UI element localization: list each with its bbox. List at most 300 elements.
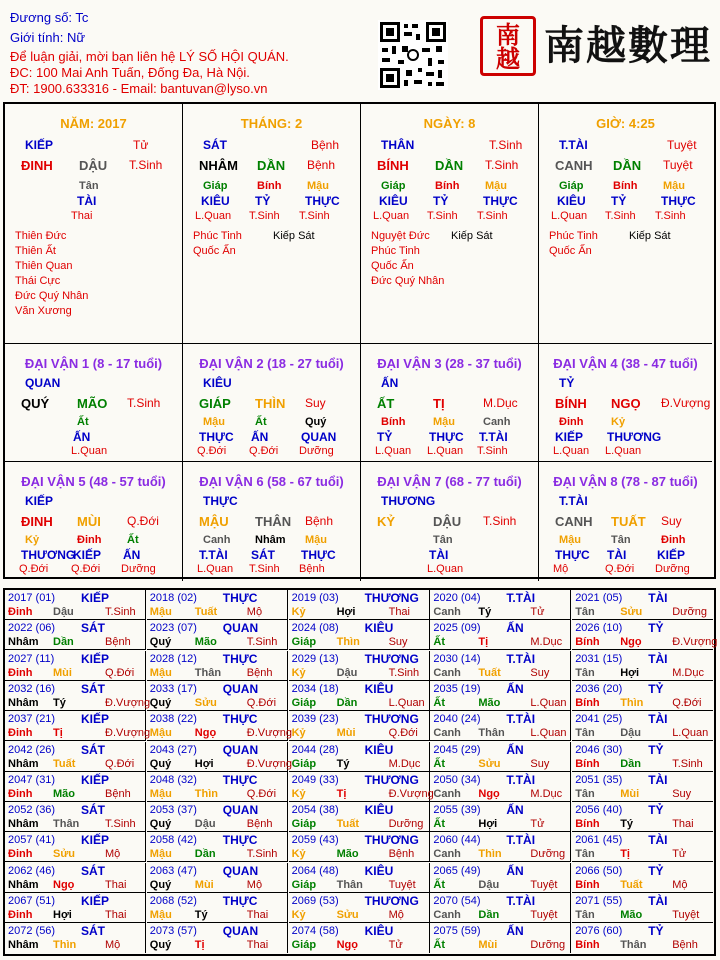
year-god: TÀI [648,712,668,727]
year-cell [430,711,571,741]
year-cell [572,802,713,832]
year-chi: Thìn [336,636,360,649]
year-can: Giáp [291,939,317,952]
luck-hidden-stage: L.Quan [427,563,464,575]
year-label: 2048 (32) [149,773,197,786]
luck-hidden-stage: T.Sinh [249,563,280,575]
year-chi: Tý [336,757,350,770]
year-stage: Q.Đới [246,696,277,709]
year-can: Đinh [8,909,33,921]
luck-cell [539,344,712,462]
year-label: 2026 (10) [575,622,623,635]
year-chi: Dần [194,848,216,861]
year-stage: Mộ [246,878,263,891]
year-can: Nhâm [8,939,39,952]
year-label: 2075 (59) [433,925,481,938]
pillar-stage-top: Tuyệt [667,138,697,152]
year-stage: Tuyệt [530,909,558,921]
year-label: 2061 (45) [575,834,623,847]
year-can: Quý [149,696,172,709]
luck-hidden-god: KIẾP [657,548,686,562]
year-label: 2076 (60) [575,925,623,938]
year-chi: Tuất [336,818,359,831]
luck-hidden-stage: Q.Đới [71,563,101,575]
year-cell [5,923,146,953]
year-stage: Tử [388,939,403,952]
year-chi: Hợi [53,909,72,921]
hidden-can: Bính [613,180,638,192]
year-god: THƯƠNG [364,591,419,605]
year-cell [5,832,146,862]
gioi-tinh-value: Nữ [66,30,86,45]
year-cell [5,711,151,741]
luck-hidden-can: Đinh [661,534,686,546]
year-chi: Ngọ [336,939,358,952]
duong-so-value: Tc [75,10,89,25]
hidden-god: KIÊU [379,194,408,208]
year-stage: L.Quan [530,696,567,709]
year-cell [430,590,571,620]
year-can: Giáp [291,757,317,770]
pillar-stage: T.Sinh [485,158,519,172]
luck-hidden-god: ẤN [251,430,269,444]
year-cell [572,772,713,802]
luck-hidden-god: KIẾP [73,548,102,562]
gioi-tinh-line [10,30,85,45]
year-chi: Dậu [194,818,216,831]
luck-god-star: ẤN [381,376,399,390]
year-label: 2023 (07) [149,622,197,635]
luck-hidden-stage: Q.Đới [605,563,635,575]
year-label: 2058 (42) [149,834,197,847]
year-chi: Dần [478,909,500,921]
luck-hidden-stage: Dưỡng [299,445,334,457]
shensha-star: Thiên Quan [15,260,73,272]
year-can: Nhâm [8,818,39,831]
year-cell [572,590,713,620]
year-cell [572,620,718,650]
year-cell [147,590,288,620]
year-chi: Ngọ [194,727,217,740]
year-cell [5,893,146,923]
year-god: KIẾP [81,772,110,787]
year-chi: Tuất [194,606,218,618]
shensha-star-2: Kiếp Sát [629,230,671,242]
year-god: THƯƠNG [364,833,419,848]
year-god: QUAN [222,742,259,757]
year-can: Quý [149,939,172,952]
year-chi: Tị [194,939,205,952]
year-cell [147,681,288,711]
year-label: 2051 (35) [575,773,623,786]
contact-line-1: Để luận giải, mời bạn liên hệ LÝ SỐ HỘI QUÁN. [10,49,289,64]
year-god: THỰC [222,894,258,908]
shensha-star: Quốc Ấn [371,260,414,272]
luck-stage: Suy [661,514,682,528]
year-label: 2030 (14) [433,652,481,665]
hidden-can: Giáp [559,180,584,192]
hidden-can: Mậu [663,180,685,192]
year-god: TÀI [648,894,668,908]
year-cell [572,742,713,772]
pillar-cell [539,104,712,344]
luck-hidden-stage: L.Quan [71,445,108,457]
hidden-god: TÀI [77,194,97,208]
pillar-title: THÁNG: 2 [240,116,303,131]
year-can: Tân [575,666,595,679]
year-label: 2039 (23) [291,713,339,726]
luck-chi: DẬU [433,514,462,529]
year-cell [289,620,430,650]
year-stage: L.Quan [530,727,567,740]
year-can: Nhâm [8,757,39,770]
year-label: 2066 (50) [575,864,623,877]
shensha-star: Nguyệt Đức [371,230,430,242]
pillar-stage-top: T.Sinh [489,138,523,152]
luck-hidden-stage: L.Quan [427,445,464,457]
hidden-god: TỶ [611,194,627,208]
year-god: KIẾP [81,894,110,908]
year-label: 2035 (19) [433,682,481,695]
luck-hidden-can: Ất [77,416,89,428]
year-stage: M.Dục [530,636,563,649]
pillar-cell [361,104,539,344]
pillar-god-star: THÂN [381,138,415,152]
luck-hidden-can: Đinh [77,534,102,546]
luck-stage: T.Sinh [483,514,517,528]
luck-cell [361,344,539,462]
luck-hidden-can: Canh [483,416,511,428]
year-stage: Bệnh [388,848,415,861]
luck-god-star: THỰC [203,494,238,508]
year-can: Tân [575,787,595,800]
year-label: 2062 (46) [8,864,56,877]
shensha-star-2: Kiếp Sát [273,230,315,242]
year-god: SÁT [81,681,105,696]
year-god: SÁT [81,803,105,818]
luck-hidden-stage: Dưỡng [655,563,690,575]
year-cell [430,923,571,953]
shensha-star: Thái Cực [15,275,61,287]
year-can: Kỷ [291,606,306,618]
year-stage: Mộ [105,848,121,861]
luck-hidden-god: T.TÀI [479,430,508,444]
luck-hidden-god: THƯƠNG [21,548,76,562]
luck-god-star: KIẾP [25,494,54,508]
year-stage: Dưỡng [530,939,566,952]
year-cell [147,772,288,802]
year-god: TỶ [648,681,664,696]
luck-title: ĐẠI VẬN 8 (78 - 87 tuổi) [553,474,698,489]
year-cell [289,802,430,832]
luck-cell [183,344,361,462]
year-god: TỶ [648,742,664,757]
year-cell [147,832,288,862]
year-cell [5,742,146,772]
year-god: KIÊU [364,924,394,939]
year-label: 2018 (02) [149,592,197,604]
year-cell [147,620,288,650]
year-stage: Mộ [388,909,404,921]
year-stage: Đ.Vượng [388,787,434,800]
year-can: Đinh [8,727,33,740]
luck-stage: Suy [305,396,326,410]
pillar-stage-top: Bệnh [311,138,340,152]
year-can: Bính [575,939,600,952]
year-stage: T.Sinh [105,818,136,831]
luck-hidden-god: THỰC [301,548,336,562]
year-god: KIẾP [81,833,110,848]
luck-chi: THÌN [255,396,286,411]
year-can: Đinh [8,787,33,800]
year-stage: Suy [388,636,408,649]
year-can: Canh [433,848,461,861]
year-chi: Mùi [194,878,214,891]
year-chi: Mùi [478,939,498,952]
year-cell [430,802,571,832]
year-label: 2059 (43) [291,834,339,847]
luck-title: ĐẠI VẬN 3 (28 - 37 tuổi) [377,356,522,371]
luck-hidden-god: T.TÀI [199,548,228,562]
year-god: SÁT [81,621,105,636]
year-cell [572,893,713,923]
luck-title: ĐẠI VẬN 4 (38 - 47 tuổi) [553,356,698,371]
luck-god-star: T.TÀI [559,494,588,508]
contact-line-3[interactable]: ĐT: 1900.633316 - Email: bantuvan@lyso.vn [10,81,268,96]
hidden-god: KIÊU [201,194,230,208]
pillar-cell [5,104,183,344]
year-can: Kỷ [291,848,306,861]
year-god: THƯƠNG [364,651,419,666]
shensha-star: Văn Xương [15,305,72,317]
year-cell [5,651,146,681]
year-label: 2060 (44) [433,834,481,847]
luck-hidden-can: Kỷ [611,416,626,428]
luck-hidden-god: TÀI [429,548,449,562]
year-cell [289,832,430,862]
luck-god-star: THƯƠNG [381,494,436,508]
year-label: 2025 (09) [433,622,481,635]
year-cell [5,772,146,802]
year-god: ẤN [506,924,524,939]
hidden-stage: T.Sinh [249,210,280,222]
year-chi: Mão [53,787,75,800]
year-can: Đinh [8,848,33,861]
luck-hidden-god: QUAN [301,430,337,444]
luck-chi: MÙI [77,514,101,529]
year-chi: Dần [620,757,641,770]
year-chi: Tị [53,727,63,740]
year-cell [5,590,146,620]
year-label: 2042 (26) [8,743,56,756]
hidden-stage: L.Quan [551,210,588,222]
year-label: 2028 (12) [149,652,197,665]
luck-hidden-can: Mậu [305,534,327,546]
year-cell [147,711,292,741]
pillar-god-star: KIẾP [25,138,54,152]
shensha-star: Đức Quý Nhân [371,275,445,287]
year-stage: Thai [388,606,410,618]
year-stage: L.Quan [388,696,425,709]
year-chi: Tị [336,787,347,800]
year-chi: Tý [53,696,66,709]
year-god: TÀI [648,833,668,848]
luck-chi: NGỌ [611,396,641,411]
hidden-can: Bính [257,180,282,192]
year-god: THƯƠNG [364,894,419,908]
year-label: 2073 (57) [149,925,197,938]
luck-title: ĐẠI VẬN 7 (68 - 77 tuổi) [377,474,522,489]
year-cell [5,802,146,832]
luck-hidden-god: KIẾP [555,430,584,444]
year-cell [289,681,430,711]
year-chi: Hợi [194,757,214,770]
luck-can: ĐINH [21,514,53,529]
luck-hidden-god: THƯƠNG [607,430,662,444]
luck-hidden-god: TỶ [377,430,393,444]
year-can: Ất [433,696,445,709]
shensha-star: Đức Quý Nhân [15,290,89,302]
luck-hidden-can: Tân [433,534,453,546]
year-stage: Đ.Vượng [246,727,292,740]
luck-hidden-god: THỰC [199,430,234,444]
year-label: 2020 (04) [433,592,481,604]
luck-hidden-god: ẤN [73,430,91,444]
pillar-stage: T.Sinh [129,158,163,172]
year-stage: Suy [530,666,550,679]
year-god: QUAN [222,681,259,696]
year-label: 2052 (36) [8,804,56,817]
year-chi: Thìn [53,939,77,952]
year-can: Ất [433,939,445,952]
luck-hidden-stage: Q.Đới [19,563,49,575]
year-can: Tân [575,848,595,861]
hidden-god: TỶ [433,194,449,208]
year-cell [5,863,146,893]
year-can: Bính [575,818,600,831]
luck-chi: TỊ [433,396,445,411]
year-stage: Bệnh [246,818,273,831]
year-god: ẤN [506,863,524,878]
qr-code-icon[interactable] [378,20,448,90]
bazi-chart [3,102,716,579]
year-label: 2070 (54) [433,895,481,907]
year-label: 2031 (15) [575,652,623,665]
year-god: THỰC [222,712,258,727]
luck-stage: Q.Đới [127,514,159,528]
year-label: 2050 (34) [433,773,481,786]
luck-hidden-can: Nhâm [255,534,286,546]
year-chi: Hợi [478,818,498,831]
year-label: 2038 (22) [149,713,197,726]
year-god: KIÊU [364,742,394,757]
luck-hidden-can: Ất [255,416,267,428]
year-cell [430,863,571,893]
year-can: Mậu [149,848,172,861]
year-label: 2046 (30) [575,743,623,756]
luck-cell [5,344,183,462]
luck-god-star: TỶ [559,376,575,390]
year-cell [572,711,713,741]
year-chi: Ngọ [620,636,642,649]
year-god: THƯƠNG [364,772,419,787]
year-stage: M.Dục [388,757,421,770]
year-stage: Suy [672,787,692,800]
year-chi: Sửu [194,696,217,709]
luck-title: ĐẠI VẬN 2 (18 - 27 tuổi) [199,356,344,371]
year-god: T.TÀI [506,833,536,848]
year-label: 2040 (24) [433,713,481,726]
year-can: Mậu [149,787,172,800]
year-can: Mậu [149,606,172,618]
year-can: Tân [575,727,595,740]
luck-hidden-stage: Q.Đới [197,445,227,457]
year-can: Nhâm [8,878,39,891]
year-god: T.TÀI [506,894,536,908]
luck-hidden-stage: L.Quan [605,445,642,457]
pillar-stage-top: Tử [133,138,149,152]
year-can: Kỷ [291,727,306,740]
pillar-chi: DẦN [613,158,642,173]
year-label: 2056 (40) [575,804,623,817]
year-can: Kỷ [291,666,306,679]
pillar-chi: DẬU [79,158,108,173]
shensha-star: Quốc Ấn [193,245,236,257]
year-can: Giáp [291,636,317,649]
year-stage: Dưỡng [672,606,707,618]
year-label: 2057 (41) [8,834,56,847]
year-label: 2032 (16) [8,682,56,695]
hidden-can: Giáp [381,180,406,192]
pillar-chi: DẦN [257,158,286,173]
year-god: T.TÀI [506,772,536,787]
year-chi: Sửu [478,757,501,770]
luck-hidden-stage: Dưỡng [121,563,156,575]
year-cell [289,923,430,953]
year-god: TỶ [648,803,664,818]
luck-title: ĐẠI VẬN 1 (8 - 17 tuổi) [24,356,163,371]
year-can: Canh [433,727,461,740]
shensha-star: Phúc Tinh [549,230,598,242]
year-stage: T.Sinh [105,606,136,618]
hidden-stage: T.Sinh [477,210,508,222]
luck-stage: M.Dục [483,396,518,410]
luck-hidden-can: Đinh [559,416,584,428]
year-god: TÀI [648,591,668,605]
year-cell [289,893,430,923]
year-stage: Đ.Vượng [672,636,718,649]
year-cell [289,863,430,893]
luck-hidden-can: Kỷ [25,534,40,546]
year-label: 2022 (06) [8,622,56,635]
year-label: 2069 (53) [291,895,339,907]
year-cell [147,923,288,953]
year-label: 2027 (11) [8,652,55,665]
hidden-can: Giáp [203,180,228,192]
year-chi: Thìn [620,696,644,709]
year-chi: Dần [336,696,358,709]
year-stage: T.Sinh [246,848,278,861]
year-can: Nhâm [8,696,39,709]
year-can: Đinh [8,666,33,679]
year-cell [572,923,713,953]
year-cell [147,863,288,893]
hidden-god: TỶ [255,194,271,208]
year-chi: Thân [478,727,505,740]
luck-can: QUÝ [21,396,50,411]
year-stage: Thai [105,878,127,891]
pillar-can: CANH [555,158,593,173]
